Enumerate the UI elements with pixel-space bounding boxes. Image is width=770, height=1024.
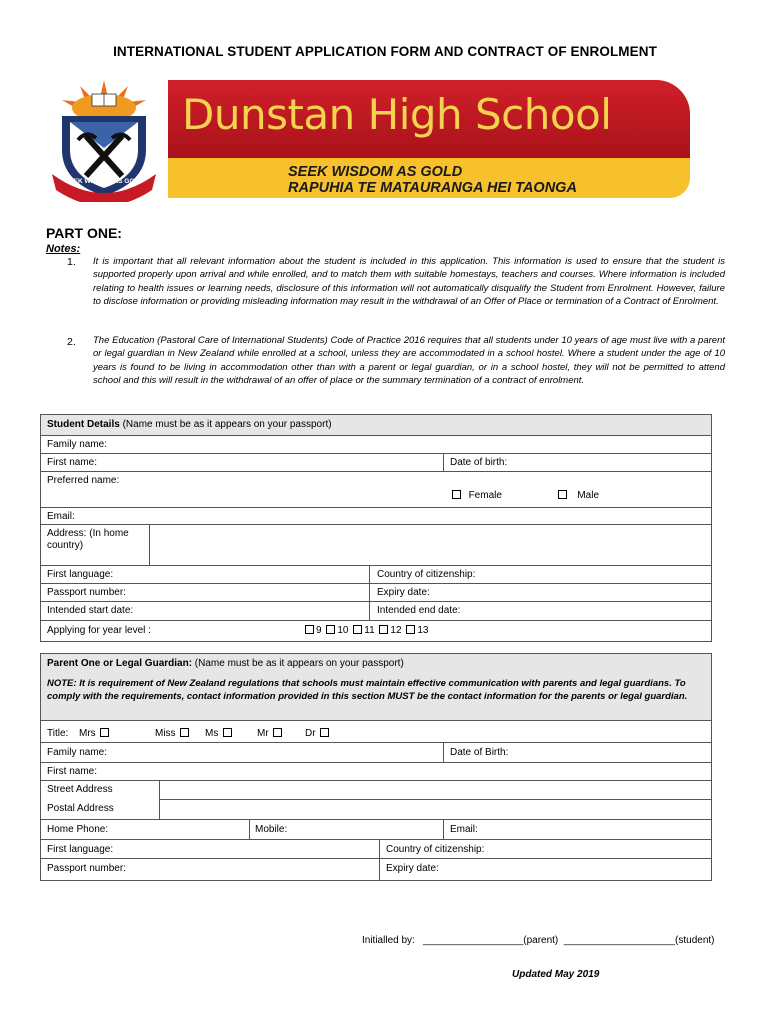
parent-email-label: Email: (450, 824, 478, 835)
note-1-number: 1. (67, 256, 76, 268)
motto-english: SEEK WISDOM AS GOLD (288, 164, 463, 180)
intended-start-date-label: Intended start date: (47, 605, 134, 616)
student-citizenship-label: Country of citizenship: (377, 569, 476, 580)
title-mr-label: Mr (257, 728, 269, 739)
parent-first-language-label: First language: (47, 844, 114, 855)
student-family-name-label: Family name: (47, 439, 108, 450)
title-label: Title: (47, 728, 69, 739)
title-ms-label: Ms (205, 728, 219, 739)
male-label: Male (577, 490, 600, 501)
student-expiry-label: Expiry date: (377, 587, 430, 598)
parent-passport-label: Passport number: (47, 863, 126, 874)
intended-end-date-label: Intended end date: (377, 605, 461, 616)
street-address-label: Street Address (47, 784, 113, 795)
part-one-heading: PART ONE: (46, 225, 122, 241)
year-9-label: 9 (316, 625, 322, 636)
title-miss-checkbox[interactable] (180, 728, 189, 737)
student-details-section (40, 414, 712, 642)
parent-dob-label: Date of Birth: (450, 747, 509, 758)
home-phone-label: Home Phone: (47, 824, 109, 835)
female-label: Female (468, 490, 502, 501)
year-12-label: 12 (390, 625, 402, 636)
title-mrs-checkbox[interactable] (100, 728, 109, 737)
student-details-header (41, 415, 711, 435)
year-level-label: Applying for year level : (47, 625, 151, 636)
year-11-checkbox[interactable] (353, 625, 362, 634)
note-1-text: It is important that all relevant information about the student is included in this application. This information is used to ensure that the student is supported properly upon arrival and while enrolled, and to match them with suitable homestays, teachers and courses. Where information is included relating to health issues or learning needs, disclosure of this information will not automatically disqualify the Student from Enrolment. However, failure to disclose information or providing misleading information may result in the withdrawal of an Offer of Place or termination of a Contract of Enrolment. (93, 256, 725, 307)
student-details-title: Student Details (47, 419, 120, 430)
school-crest-logo (50, 78, 158, 202)
parent-header (41, 654, 711, 720)
title-miss-label: Miss (155, 728, 176, 739)
updated-date: Updated May 2019 (512, 969, 600, 980)
notes-label: Notes: (46, 243, 81, 255)
school-banner (168, 80, 690, 200)
parent-expiry-label: Expiry date: (386, 863, 439, 874)
year-11-label: 11 (364, 625, 375, 636)
year-level-options (303, 625, 428, 636)
parent-citizenship-label: Country of citizenship: (386, 844, 485, 855)
female-checkbox[interactable] (452, 490, 461, 499)
year-12-checkbox[interactable] (379, 625, 388, 634)
parent-family-name-label: Family name: (47, 747, 108, 758)
student-dob-label: Date of birth: (450, 457, 508, 468)
student-preferred-name-label: Preferred name: (47, 475, 120, 486)
title-dr-label: Dr (305, 728, 316, 739)
parent-communication-note: NOTE: It is requirement of New Zealand regulations that schools must maintain effective communication with parents and legal guardians. To comply with the requirements, contact information provided in this section MUST be the contact information for the parents or legal guardian. (47, 678, 688, 702)
parent-guardian-section (40, 653, 712, 881)
student-address-label-2: country) (47, 540, 84, 551)
year-13-checkbox[interactable] (406, 625, 415, 634)
student-first-name-label: First name: (47, 457, 98, 468)
parent-header-note: (Name must be as it appears on your passport) (192, 658, 404, 669)
title-ms-checkbox[interactable] (223, 728, 232, 737)
student-first-language-label: First language: (47, 569, 114, 580)
mobile-label: Mobile: (255, 824, 288, 835)
year-13-label: 13 (417, 625, 429, 636)
crest-motto: SEEK WISDOM AS GOLD (64, 178, 144, 185)
parent-first-name-label: First name: (47, 766, 98, 777)
title-mr-checkbox[interactable] (273, 728, 282, 737)
year-10-checkbox[interactable] (326, 625, 335, 634)
year-9-checkbox[interactable] (305, 625, 314, 634)
student-email-label: Email: (47, 511, 75, 522)
school-name: Dunstan High School (182, 90, 612, 139)
motto-maori: RAPUHIA TE MATAURANGA HEI TAONGA (288, 180, 577, 196)
male-checkbox[interactable] (558, 490, 567, 499)
document-title: INTERNATIONAL STUDENT APPLICATION FORM AND CONTRACT OF ENROLMENT (113, 44, 657, 59)
title-dr-checkbox[interactable] (320, 728, 329, 737)
note-2-number: 2. (67, 336, 76, 348)
student-passport-label: Passport number: (47, 587, 126, 598)
parent-header-title: Parent One or Legal Guardian: (47, 658, 193, 669)
note-2-text: The Education (Pastoral Care of International Students) Code of Practice 2016 requires that all students under 10 years of age must live with a parent or legal guardian in New Zealand while enrolled at a school, unless they are accommodated in a school hostel. Where a student under the age of 10 years is found to be living in accommodation other than with a parent or legal guardian, or in a school hostel, they will not be permitted to attend school and this will result in the withdrawal of an offer of place or the summary termination of a contract of enrolment. (93, 335, 725, 386)
initialled-by-line: Initialled by: __________________(parent) ____________________(student) (362, 935, 715, 946)
student-details-note: (Name must be as it appears on your passport) (119, 419, 332, 430)
year-10-label: 10 (337, 625, 349, 636)
title-mrs-label: Mrs (79, 728, 96, 739)
student-address-label: Address: (In home (47, 528, 129, 539)
postal-address-label: Postal Address (47, 803, 114, 814)
